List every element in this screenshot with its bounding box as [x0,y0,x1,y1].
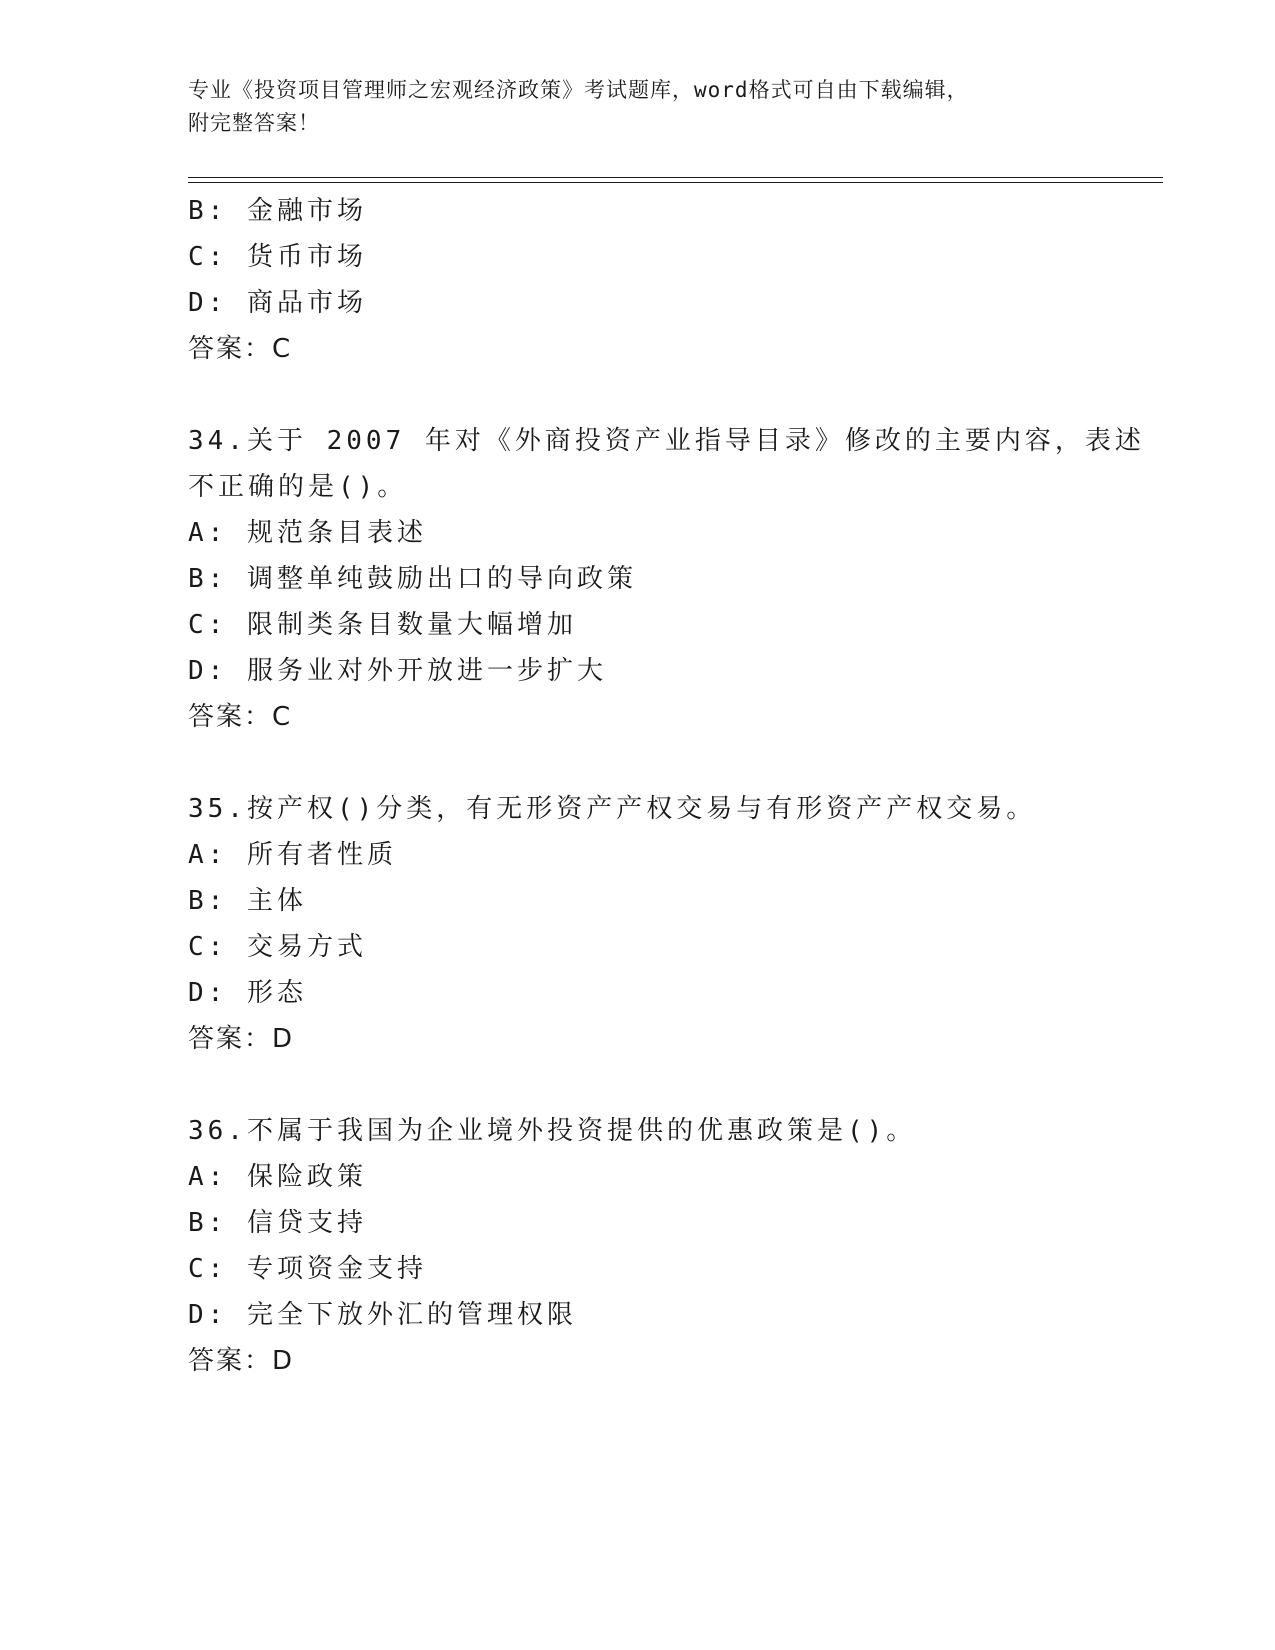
answer-label: 答案：C [188,702,293,732]
option-c: C: 专项资金支持 [188,1254,427,1284]
document-header [188,74,1068,140]
question-34 [188,418,1145,740]
spacer [188,1062,1068,1108]
question-33-continued [188,188,1068,372]
option-a: A: 所有者性质 [188,840,397,870]
option-c: C: 货币市场 [188,242,367,272]
header-line-1: 专业《投资项目管理师之宏观经济政策》考试题库，word格式可自由下载编辑， [188,78,969,102]
question-35 [188,786,1068,1062]
option-d: D: 完全下放外汇的管理权限 [188,1300,577,1330]
option-a: A: 规范条目表述 [188,518,427,548]
question-36 [188,1108,1068,1384]
question-list [188,188,1145,1384]
answer-label: 答案：D [188,1346,295,1376]
option-d: D: 服务业对外开放进一步扩大 [188,656,607,686]
answer-label: 答案：D [188,1024,295,1054]
option-b: B: 主体 [188,886,307,916]
question-stem: 36.不属于我国为企业境外投资提供的优惠政策是()。 [188,1116,917,1146]
question-stem: 34.关于 2007 年对《外商投资产业指导目录》修改的主要内容，表述 [188,426,1145,456]
spacer [188,372,1068,418]
answer-label: 答案：C [188,334,293,364]
question-stem-continued: 不正确的是()。 [188,472,408,502]
option-b: B: 调整单纯鼓励出口的导向政策 [188,564,637,594]
option-a: A: 保险政策 [188,1162,367,1192]
option-c: C: 限制类条目数量大幅增加 [188,610,577,640]
option-d: D: 形态 [188,978,307,1008]
option-b: B: 金融市场 [188,196,367,226]
header-line-2: 附完整答案！ [188,111,320,135]
option-c: C: 交易方式 [188,932,367,962]
option-b: B: 信贷支持 [188,1208,367,1238]
header-divider-top [188,177,1163,178]
option-d: D: 商品市场 [188,288,367,318]
question-stem: 35.按产权()分类，有无形资产产权交易与有形资产产权交易。 [188,794,1037,824]
spacer [188,740,1068,786]
header-divider-bottom [188,182,1163,183]
